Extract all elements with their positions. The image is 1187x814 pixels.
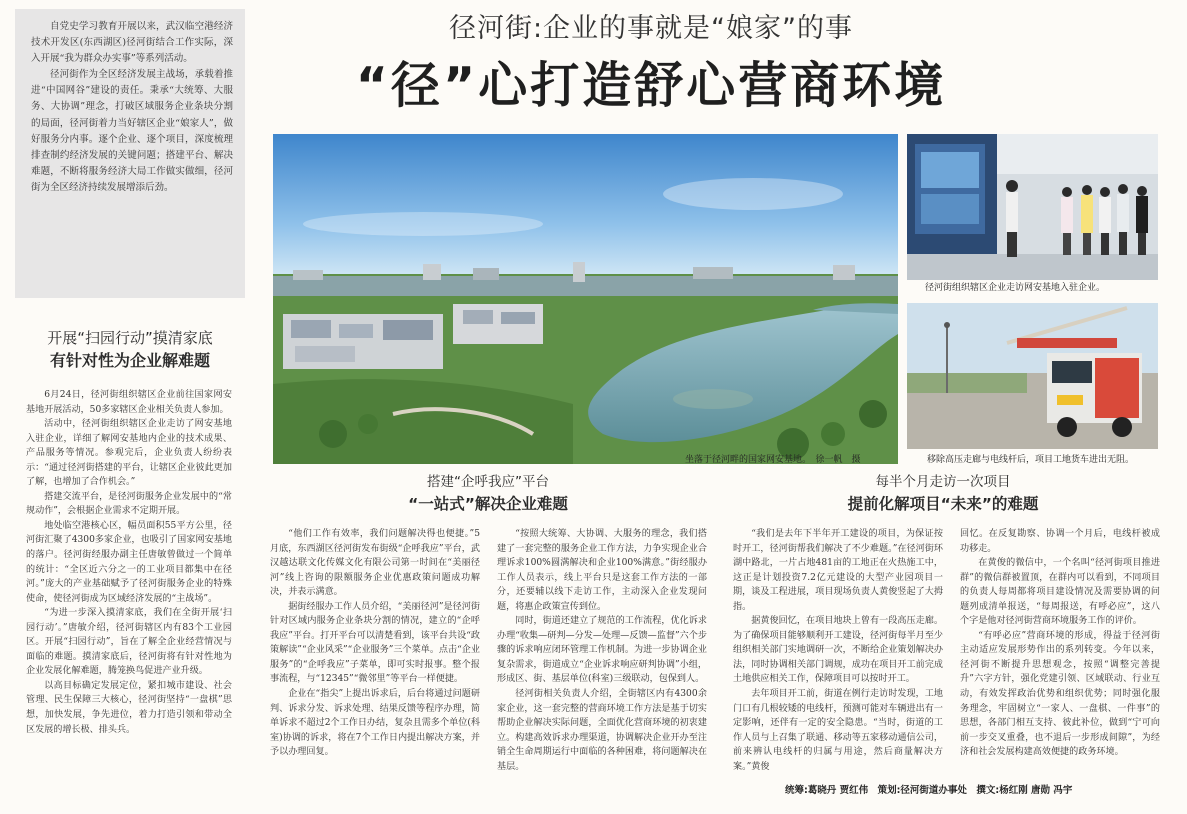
section3-paragraph: 在黄俊的微信中，一个名叫“径河街项目推进群”的微信群被置顶，在群内可以看到，不同项目的负责人每周都将项目建设情况及需要协调的问题列成清单报送，“每周报送，有呼必应”，这八个字是他对径河街营商环境服务工作的评价。 [960, 558, 1160, 627]
section1-paragraph: 6月24日，径河街组织辖区企业前往国家网安基地开展活动，50多家辖区企业相关负责人参加。 [26, 390, 232, 415]
section3-paragraph: 去年项目开工前，街道在例行走访时发现，工地门口有几根较矮的电线杆，预测可能对车辆进出有一定影响，还伴有一定的安全隐患。“当时，街道的工作人员与上召集了联通、移动等五家移动通信公司，前来辨认电线杆的归属与用途，然后商量解决方案。”黄俊 [733, 689, 943, 772]
section3-title [728, 472, 1158, 516]
page-title: “径”心打造舒心营商环境 [355, 57, 947, 114]
section2-col2 [497, 527, 707, 774]
top-right-photo-caption: 径河街组织辖区企业走访网安基地入驻企业。 [925, 283, 1106, 293]
section1-text [26, 388, 232, 737]
section3-col2 [960, 527, 1160, 760]
section2-paragraph: “他们工作有效率，我们问题解决得也便捷。”5月底，东西湖区径河街发布街级“企呼我应”平台，武汉越达联文化传媒文化有限公司第一时间在“美丽径河”线上咨询的限额服务企业优惠政策问题成功解决，并表示满意。 [270, 529, 480, 598]
section1-paragraph: 地处临空港核心区，幅员面积55平方公里，径河街汇聚了4300多家企业，也吸引了国家网安基地的落户。径河街经服办副主任唐敏曾做过一个简单的统计：“全区近六分之一的工业项目都集中在径河。”庞大的产业基础赋予了径河街服务企业的特殊使命，使径河街成为区域经济发展的“主战场”。 [26, 520, 232, 604]
section1-title-line2: 有针对性为企业解难题 [49, 351, 210, 370]
section2-col1 [270, 527, 480, 760]
page-subtitle: 径河街:企业的事就是“娘家”的事 [448, 13, 854, 44]
exhibition-visit-image [907, 134, 1158, 280]
section3-paragraph: 据黄俊回忆，在项目地块上曾有一段高压走廊。为了确保项目能够顺利开工建设，径河街每半月至少组织相关部门实地调研一次，不断给企业策划解决办法，同时协调相关部门调规，成功在项目开工前完成土地供应相关工作，保障项目可以按时开工。 [733, 616, 943, 685]
section3-title-line1: 每半个月走访一次项目 [875, 474, 1011, 490]
section2-paragraph: 据街经服办工作人员介绍，“美丽径河”是径河街针对区域内服务企业条块分割的情况，建立的“企呼我应”平台。打开平台可以清楚看到，该平台共设“政策解读”“企业风采”“企业服务”三个菜单。点击“企业服务”的“企呼我应”子菜单，即可实时报事。整个报事流程，与“12345”“微邻里”等平台一样便捷。 [270, 601, 480, 685]
top-right-photo [907, 134, 1158, 280]
bottom-right-photo [907, 303, 1158, 449]
construction-truck-image [907, 303, 1158, 449]
section3-col1 [733, 527, 943, 774]
section2-paragraph: 径河街相关负责人介绍，全街辖区内有4300余家企业，这一套完整的营商环境工作方法是基于切实帮助企业解决实际问题，全面优化营商环境的初衷建立。构建高效诉求办理渠道，协调解决企业开办至注销全生命周期运行中面临的各种困难，将问题解决在基层。 [497, 689, 707, 772]
section3-title-line2: 提前化解项目“未来”的难题 [847, 495, 1039, 513]
section3-paragraph: “我们是去年下半年开工建设的项目，为保证按时开工，径河街帮我们解决了不少难题。”在径河街环湖中路北，一片占地481亩的工地正在火热施工中，这正是计划投资7.2亿元建设的大型产业园项目一期，谈及工程进展，项目现场负责人黄俊竖起了大拇指。 [733, 529, 943, 612]
lake-park-aerial-image [273, 134, 898, 464]
section1-title-line1: 开展“扫园行动”摸清家底 [47, 329, 213, 347]
section2-paragraph: 同时，街道还建立了规范的工作流程，优化诉求办理“收集—研判—分发—处理—反馈—监督”六个步骤的诉求响应闭环管理工作机制。为进一步协调企业复杂需求，街道成立“企业诉求响应研判协调”小组，形成区、街、基层单位(科室)三级联动，包保到人。 [497, 616, 707, 685]
intro-paragraph: 径河街作为全区经济发展主战场，承载着推进“中国网谷”建设的责任。秉承“大统筹、大服务、大协调”理念，打破区域服务企业条块分割的局面，径河街着力当好辖区企业“娘家人”，做好服务分内事。逐个企业、逐个项目，深度梳理排查制约经济发展的关键问题；搭建平台、解决难题，不断将服务经济大局工作做实做细，径河街为全区经济持续发展增添后劲。 [31, 69, 233, 193]
section1-paragraph: 以高目标确定发展定位，紧扣城市建设、社会管理、民生保障三大核心，径河街坚持“一盘棋”思想，加快发展，争先进位，着力打造引领和带动全区发展的增长极、排头兵。 [26, 680, 232, 735]
section1-paragraph: 活动中，径河街组织辖区企业走访了网安基地入驻企业，详细了解网安基地内企业的技术成果、产品服务等情况。参观完后，企业负责人纷纷表示：“通过径河街搭建的平台，让辖区企业彼此更加了解，也增加了合作机会。” [26, 419, 232, 488]
section1-paragraph: 搭建交流平台，是径河街服务企业发展中的“常规动作”，会根据企业需求不定期开展。 [26, 491, 232, 517]
section2-paragraph: 企业在“指尖”上提出诉求后，后台将通过问题研判、诉求分发、诉求处理、结果反馈等程序办理，简单诉求不超过2个工作日办结，复杂且需多个单位(科室)协调的诉求，将在7个工作日内提出解决方案，并予以办理回复。 [270, 689, 480, 758]
section1-title [15, 328, 245, 373]
main-photo [273, 134, 898, 464]
bottom-right-photo-caption: 移除高压走廊与电线杆后，项目工地货车进出无阻。 [927, 455, 1135, 465]
credits-line: 统筹:葛晓丹 贾红伟 策划:径河街道办事处 撰文:杨红刚 唐勋 冯宇 [785, 785, 1073, 796]
main-photo-caption: 坐落于径河畔的国家网安基地。 徐一帆 摄 [685, 455, 861, 465]
section2-title [268, 472, 708, 516]
section2-title-line2: “一站式”解决企业难题 [408, 495, 568, 513]
section2-title-line1: 搭建“企呼我应”平台 [427, 474, 549, 490]
intro-box [15, 9, 245, 298]
section3-paragraph: 回忆。在反复勘察、协调一个月后，电线杆被成功移走。 [960, 529, 1160, 554]
section2-paragraph: “按照大统筹、大协调、大服务的理念，我们搭建了一套完整的服务企业工作方法，力争实现企业合理诉求100%圆满解决和企业100%满意。”街经服办工作人员表示，线上平台只是这套工作方法的一部分，还要辅以线下走访工作，主动深入企业发现问题，将惠企政策宣传到位。 [497, 529, 707, 612]
section1-paragraph: “为进一步深入摸清家底，我们在全街开展‘扫园行动’。”唐敏介绍，径河街辖区内有83个工业园区。开展“扫园行动”，旨在了解全企业经营情况与面临的难题。摸清家底后，径河街将有针对性地为企业发展化解难题，腾笼换鸟促进产业升级。 [26, 608, 232, 677]
section3-paragraph: “有呼必应”营商环境的形成，得益于径河街主动适应发展形势作出的系列转变。今年以来，径河街不断提升思想观念，按照“调整完善提升”六字方针，强化党建引领、区域联动、行业互动，有效发挥政治优势和组织优势；同时强化服务理念，牢固树立“一家人、一盘棋、一件事”的思想，各部门相互支持、彼此补位，做到“宁可向前一步交叉重叠，也不退后一步形成间隙”，为经济和社会发展构建高效便捷的政务环境。 [960, 630, 1160, 758]
intro-paragraph: 自党史学习教育开展以来，武汉临空港经济技术开发区(东西湖区)径河街结合工作实际，深入开展“我为群众办实事”等系列活动。 [31, 21, 233, 65]
